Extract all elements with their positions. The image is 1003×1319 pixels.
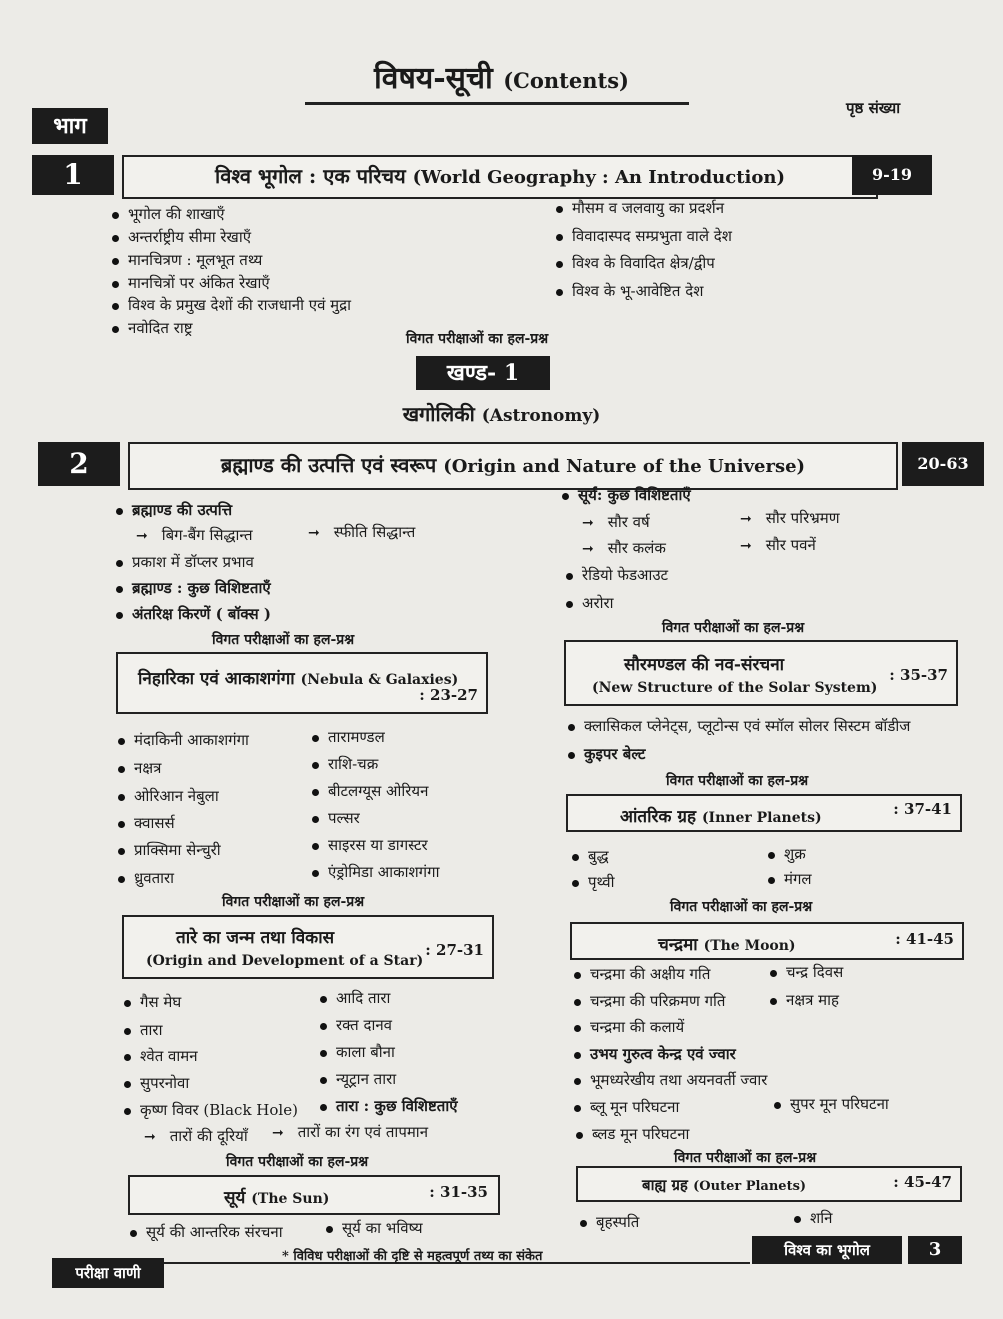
- section-title: सौरमण्डल की नव-संरचना: [624, 655, 785, 675]
- section-pages: : 35-37: [889, 666, 948, 684]
- section-title: सूर्य (The Sun): [224, 1188, 330, 1208]
- chapter-2-bar: [38, 442, 969, 486]
- list-item: अरोरा: [566, 593, 614, 613]
- previous-exam-label: विगत परीक्षाओं का हल-प्रश्न: [662, 620, 805, 636]
- book-title-label: विश्व का भूगोल: [752, 1236, 902, 1264]
- list-item: विश्व के भू-आवेष्टित देश: [556, 281, 703, 301]
- list-item: कृष्ण विवर (Black Hole): [124, 1100, 298, 1120]
- list-item: सूर्य की आन्तरिक संरचना: [130, 1222, 283, 1242]
- section-pages: : 37-41: [893, 800, 952, 818]
- list-item: काला बौना: [320, 1042, 395, 1062]
- chapter-number: 1: [32, 155, 114, 195]
- list-item: पृथ्वी: [572, 872, 615, 892]
- list-item: बुद्ध: [572, 846, 609, 866]
- list-item: शनि: [794, 1208, 832, 1228]
- sub-item: ➞ सौर पवनें: [740, 536, 816, 554]
- list-item: मानचित्रों पर अंकित रेखाएँ: [112, 273, 270, 293]
- previous-exam-label: विगत परीक्षाओं का हल-प्रश्न: [406, 331, 549, 347]
- sun-section-box: [128, 1175, 500, 1215]
- previous-exam-label: विगत परीक्षाओं का हल-प्रश्न: [212, 632, 355, 648]
- sub-item: ➞ तारों का रंग एवं तापमान: [272, 1123, 429, 1141]
- page-title: विषय-सूची (Contents): [374, 61, 629, 96]
- list-item: विश्व के प्रमुख देशों की राजधानी एवं मुद्रा: [112, 295, 351, 315]
- list-item: सूर्य: कुछ विशिष्टताएँ: [562, 485, 691, 505]
- section-title: खगोलिकी (Astronomy): [402, 402, 601, 426]
- previous-exam-label: विगत परीक्षाओं का हल-प्रश्न: [222, 894, 365, 910]
- section-label: खण्ड- 1: [416, 356, 550, 390]
- section-title: बाह्य ग्रह (Outer Planets): [642, 1176, 807, 1194]
- section-subtitle: (Origin and Development of a Star): [146, 953, 424, 969]
- list-item: चन्द्र दिवस: [770, 962, 843, 982]
- list-item: भूगोल की शाखाएँ: [112, 204, 225, 224]
- list-item: चन्द्रमा की कलायें: [574, 1017, 684, 1037]
- previous-exam-label: विगत परीक्षाओं का हल-प्रश्न: [666, 773, 809, 789]
- list-item: विवादास्पद सम्प्रभुता वाले देश: [556, 226, 732, 246]
- previous-exam-label: विगत परीक्षाओं का हल-प्रश्न: [670, 899, 813, 915]
- list-item: नक्षत्र माह: [770, 990, 839, 1010]
- list-item: गैस मेघ: [124, 992, 181, 1012]
- publisher-label: परीक्षा वाणी: [52, 1258, 164, 1288]
- section-pages: : 23-27: [419, 686, 478, 704]
- section-pages: : 31-35: [429, 1183, 488, 1201]
- list-item: मानचित्रण : मूलभूत तथ्य: [112, 250, 262, 270]
- section-title: चन्द्रमा (The Moon): [658, 935, 796, 955]
- list-item: ब्लड मून परिघटना: [576, 1124, 689, 1144]
- chapter-pages: 20-63: [902, 442, 984, 486]
- list-item: कुइपर बेल्ट: [568, 744, 645, 764]
- list-item: क्लासिकल प्लेनेट्स, प्लूटोन्स एवं स्मॉल सोलर सिस्टम बॉडीज: [568, 716, 910, 736]
- chapter-number: 2: [38, 442, 120, 486]
- section-title: तारे का जन्म तथा विकास: [176, 928, 335, 948]
- chapter-1-bar: [32, 155, 932, 195]
- list-item: नक्षत्र: [118, 758, 161, 778]
- title-underline: [305, 102, 689, 105]
- list-item: तारा : कुछ विशिष्टताएँ: [320, 1096, 458, 1116]
- list-item: तारा: [124, 1020, 162, 1040]
- solar-system-section-box: [564, 640, 958, 706]
- list-item: ब्रह्माण्ड : कुछ विशिष्टताएँ: [116, 578, 271, 598]
- list-item: पल्सर: [312, 808, 360, 828]
- list-item: अंतरिक्ष किरणें ( बॉक्स ): [116, 604, 271, 624]
- list-item: सूर्य का भविष्य: [326, 1218, 423, 1238]
- list-item: राशि-चक्र: [312, 754, 378, 774]
- list-item: चन्द्रमा की अक्षीय गति: [574, 964, 710, 984]
- sub-item: ➞ बिग-बैंग सिद्धान्त: [136, 526, 253, 544]
- section-title: आंतरिक ग्रह (Inner Planets): [620, 807, 822, 827]
- page-number: 3: [908, 1236, 962, 1264]
- list-item: चन्द्रमा की परिक्रमण गति: [574, 991, 725, 1011]
- list-item: मंगल: [768, 869, 812, 889]
- sub-item: ➞ सौर कलंक: [582, 539, 666, 557]
- list-item: प्रकाश में डॉप्लर प्रभाव: [116, 552, 254, 572]
- bhag-label: भाग: [32, 108, 108, 144]
- list-item: नवोदित राष्ट्र: [112, 318, 193, 338]
- list-item: तारामण्डल: [312, 727, 385, 747]
- list-item: विश्व के विवादित क्षेत्र/द्वीप: [556, 253, 715, 273]
- list-item: बीटलग्यूस ओरियन: [312, 781, 428, 801]
- previous-exam-label: विगत परीक्षाओं का हल-प्रश्न: [674, 1150, 817, 1166]
- list-item: क्वासर्स: [118, 813, 175, 833]
- section-pages: : 27-31: [425, 941, 484, 959]
- chapter-title: विश्व भूगोल : एक परिचय (World Geography : An Introduction): [122, 155, 878, 199]
- moon-section-box: [570, 922, 964, 960]
- list-item: सुपरनोवा: [124, 1073, 189, 1093]
- page-number-header: पृष्ठ संख्या: [846, 99, 901, 117]
- list-item: मंदाकिनी आकाशगंगा: [118, 730, 249, 750]
- sub-item: ➞ स्फीति सिद्धान्त: [308, 523, 416, 541]
- list-item: शुक्र: [768, 844, 806, 864]
- list-item: बृहस्पति: [580, 1212, 639, 1232]
- list-item: आदि तारा: [320, 988, 390, 1008]
- sub-item: ➞ तारों की दूरियाँ: [144, 1127, 248, 1145]
- list-item: न्यूट्रान तारा: [320, 1069, 396, 1089]
- list-item: सुपर मून परिघटना: [774, 1094, 889, 1114]
- list-item: एंड्रोमिडा आकाशगंगा: [312, 862, 439, 882]
- list-item: ओरिआन नेबुला: [118, 786, 219, 806]
- list-item: ब्रह्माण्ड की उत्पत्ति: [116, 500, 232, 520]
- list-item: मौसम व जलवायु का प्रदर्शन: [556, 198, 724, 218]
- star-section-box: [122, 915, 494, 979]
- list-item: रक्त दानव: [320, 1015, 392, 1035]
- nebula-section-box: [116, 652, 488, 714]
- sub-item: ➞ सौर वर्ष: [582, 513, 650, 531]
- section-subtitle: (New Structure of the Solar System): [592, 680, 878, 696]
- list-item: अन्तर्राष्ट्रीय सीमा रेखाएँ: [112, 227, 251, 247]
- footer-note: * विविध परीक्षाओं की दृष्टि से महत्वपूर्ण तथ्य का संकेत: [282, 1249, 543, 1264]
- list-item: ब्लू मून परिघटना: [574, 1097, 679, 1117]
- list-item: भूमध्यरेखीय तथा अयनवर्ती ज्वार: [574, 1070, 767, 1090]
- inner-planets-section-box: [566, 794, 962, 832]
- previous-exam-label: विगत परीक्षाओं का हल-प्रश्न: [226, 1154, 369, 1170]
- chapter-pages: 9-19: [852, 155, 932, 195]
- list-item: उभय गुरुत्व केन्द्र एवं ज्वार: [574, 1044, 736, 1064]
- section-pages: : 41-45: [895, 930, 954, 948]
- list-item: प्राक्सिमा सेन्चुरी: [118, 840, 221, 860]
- chapter-title: ब्रह्माण्ड की उत्पत्ति एवं स्वरूप (Origin and Nature of the Universe): [128, 442, 898, 490]
- section-title: निहारिका एवं आकाशगंगा (Nebula & Galaxies): [138, 669, 459, 689]
- sub-item: ➞ सौर परिभ्रमण: [740, 509, 840, 527]
- list-item: ध्रुवतारा: [118, 868, 174, 888]
- outer-planets-section-box: [576, 1166, 962, 1202]
- list-item: श्वेत वामन: [124, 1046, 198, 1066]
- list-item: साइरस या डागस्टर: [312, 835, 428, 855]
- section-pages: : 45-47: [893, 1173, 952, 1191]
- list-item: रेडियो फेडआउट: [566, 565, 668, 585]
